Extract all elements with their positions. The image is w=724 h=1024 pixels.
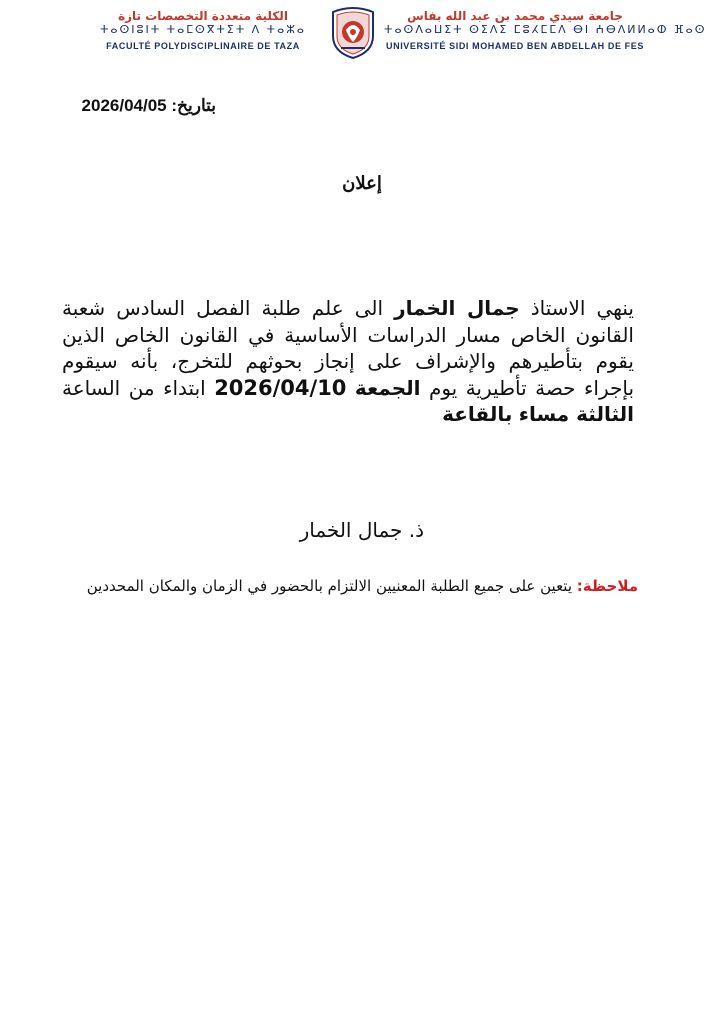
document-date: [82, 96, 216, 116]
date-label: بتاريخ:: [171, 96, 216, 115]
date-value: 2026/04/05: [81, 96, 167, 115]
university-name-arabic: جامعة سيدي محمد بن عبد الله بفاس: [407, 9, 623, 23]
signature: ذ. جمال الخمار: [299, 518, 424, 542]
faculty-name-arabic: الكلية متعددة التخصصات تازة: [118, 9, 288, 23]
university-name-tifinagh: ⵜⴰⵙⴷⴰⵡⵉⵜ ⵙⵉⴷⵉ ⵎⵓⵃⵎⵎⴷ ⴱⵏ ⵄⴱⴷⵍⵍⴰⵀ ⴼⴰⵙ: [384, 23, 707, 36]
note: [58, 575, 638, 597]
faculty-header: [92, 9, 314, 53]
note-text: يتعين على جميع الطلبة المعنيين الالتزام بالحضور في الزمان والمكان المحددين: [86, 577, 573, 595]
university-logo-icon: [327, 6, 379, 60]
professor-name: جمال الخمار: [394, 296, 520, 320]
faculty-name-tifinagh: ⵜⴰⵙⵏⵓⵏⵜ ⵜⴰⵎⵙⴳⵜⵉⵜ ⴷ ⵜⴰⵣⴰ: [99, 23, 307, 36]
letterhead: [0, 0, 724, 66]
body-time-intro: ابتداء من الساعة: [62, 375, 206, 400]
session-place: بالقاعة: [442, 402, 513, 426]
university-header: [384, 9, 707, 53]
university-name-french: UNIVERSITÉ SIDI MOHAMED BEN ABDELLAH DE FES: [386, 41, 644, 51]
announcement-title: إعلان: [342, 173, 382, 193]
session-time: الثالثة مساء: [518, 402, 634, 426]
body-main: الى علم طلبة الفصل السادس شعبة القانون الخاص مسار الدراسات الأساسية في القانون الخاص الذين يقوم بتأطيرهم والإشراف على إنجاز بحوثهم للتخرج، بأنه سيقوم بإجراء حصة تأطيرية يوم: [62, 296, 635, 400]
session-date: 2026/04/10: [214, 375, 347, 400]
announcement-body: [62, 295, 634, 428]
session-day: الجمعة: [354, 375, 421, 400]
body-intro: ينهي الاستاذ: [530, 296, 634, 320]
faculty-name-french: FACULTÉ POLYDISCIPLINAIRE DE TAZA: [106, 41, 300, 51]
note-label: ملاحظة:: [576, 577, 638, 595]
